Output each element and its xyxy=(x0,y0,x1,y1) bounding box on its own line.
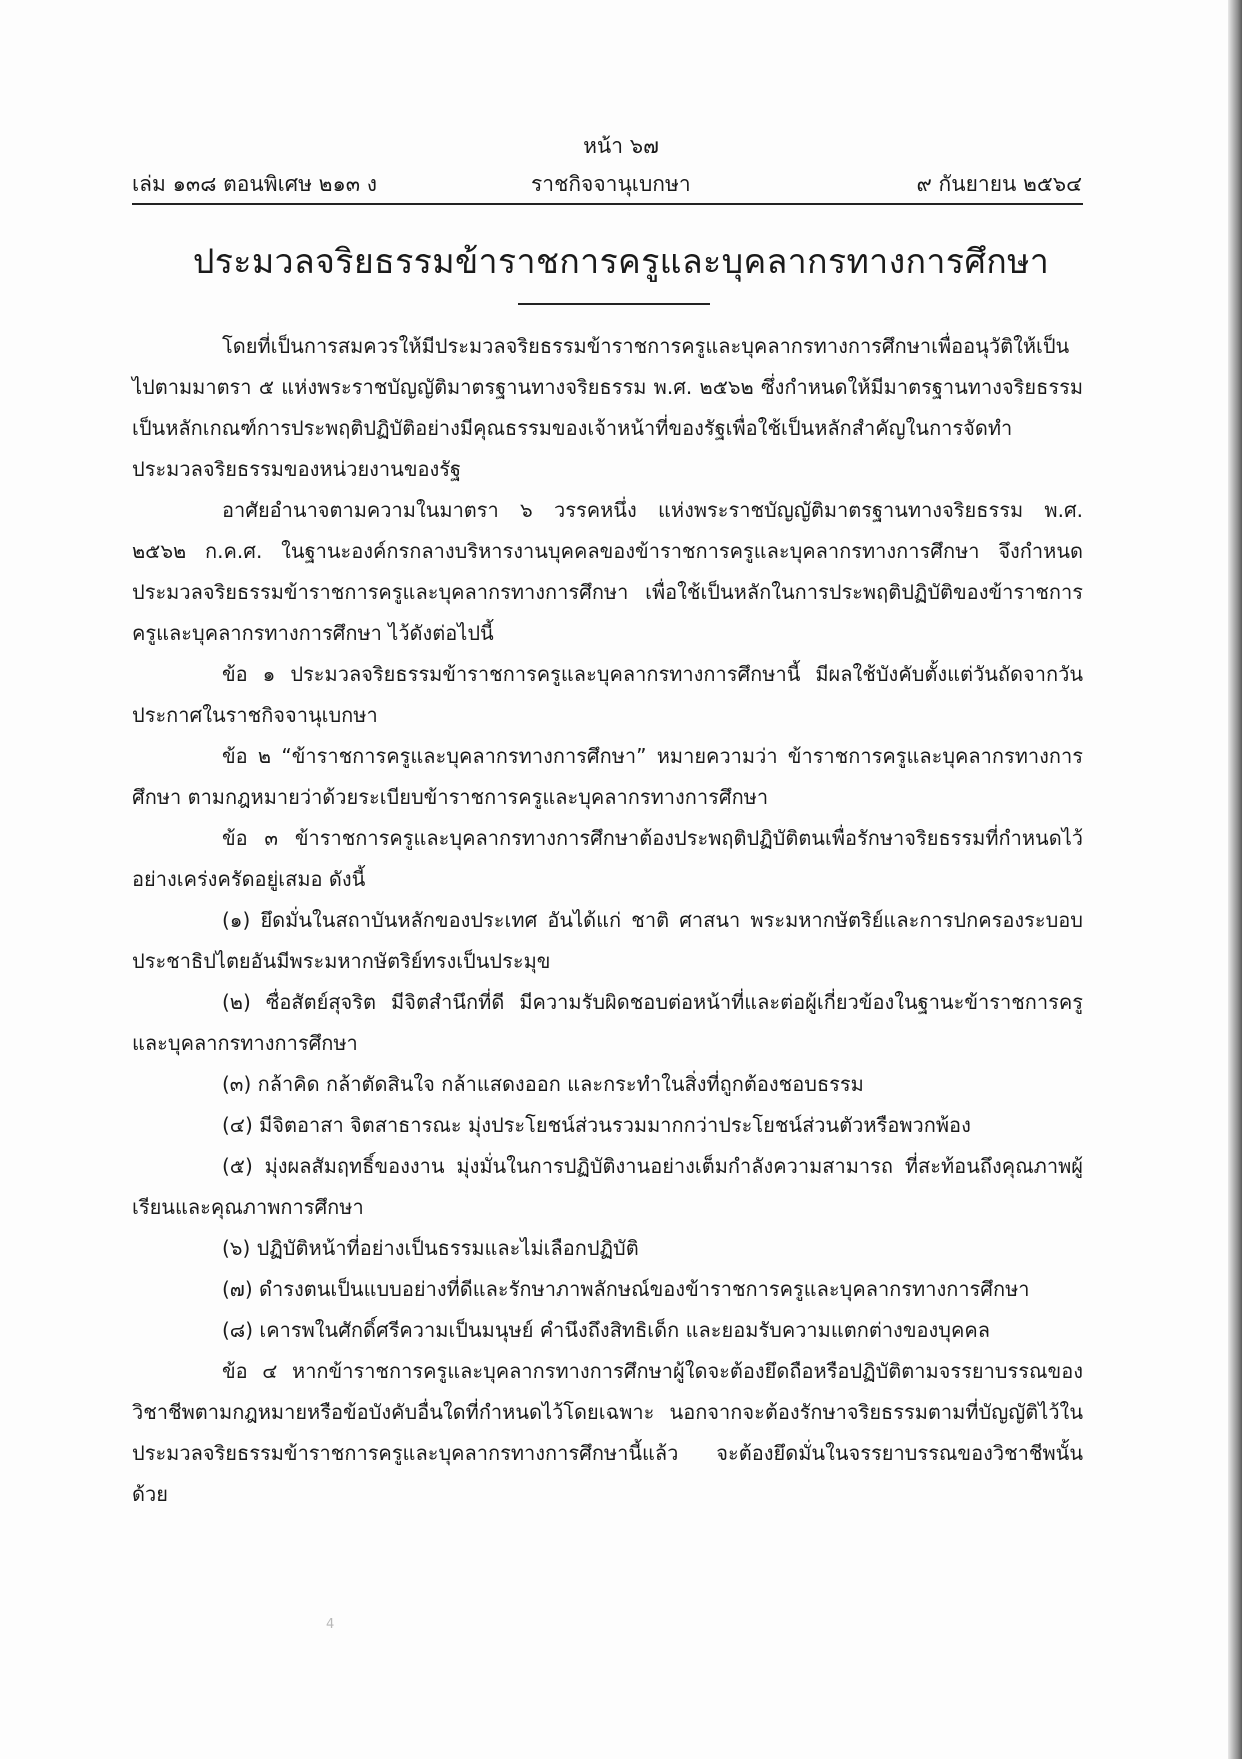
clause-3-item-5: (๕) มุ่งผลสัมฤทธิ์ของงาน มุ่งมั่นในการปฏิบัติงานอย่างเต็มกำลังความสามารถ ที่สะท้อนถึงคุณภาพผู้เรียนและคุณภาพการศึกษา xyxy=(132,1154,1083,1219)
page-number: หน้า ๖๗ xyxy=(583,134,659,158)
title-underline xyxy=(518,303,710,305)
clause-1: ข้อ ๑ ประมวลจริยธรรมข้าราชการครูและบุคลากรทางการศึกษานี้ มีผลใช้บังคับตั้งแต่วันถัดจากวันประกาศในราชกิจจานุเบกษา xyxy=(132,662,1083,727)
clause-3-item-2: (๒) ซื่อสัตย์สุจริต มีจิตสำนึกที่ดี มีความรับผิดชอบต่อหน้าที่และต่อผู้เกี่ยวข้องในฐานะข้าราชการครูและบุคลากรทางการศึกษา xyxy=(132,990,1083,1055)
clause-4: ข้อ ๔ หากข้าราชการครูและบุคลากรทางการศึกษาผู้ใดจะต้องยึดถือหรือปฏิบัติตามจรรยาบรรณของวิชาชีพตามกฎหมายหรือข้อบังคับอื่นใดที่กำหนดไว้โดยเฉพาะ นอกจากจะต้องรักษาจริยธรรมตามที่บัญญัติไว้ในประมวลจริยธรรมข้าราชการครูและบุคลากรทางการศึกษานี้แล้ว จะต้องยึดมั่นในจรรยาบรรณของวิชาชีพนั้นด้วย xyxy=(132,1359,1083,1506)
volume-issue: เล่ม ๑๓๘ ตอนพิเศษ ๒๑๓ ง xyxy=(132,172,378,196)
clause-3-item-3: (๓) กล้าคิด กล้าตัดสินใจ กล้าแสดงออก และกระทำในสิ่งที่ถูกต้องชอบธรรม xyxy=(222,1072,864,1096)
document-title: ประมวลจริยธรรมข้าราชการครูและบุคลากรทางการศึกษา xyxy=(192,242,1050,282)
clause-3-item-1: (๑) ยึดมั่นในสถาบันหลักของประเทศ อันได้แก่ ชาติ ศาสนา พระมหากษัตริย์และการปกครองระบอบประชาธิปไตยอันมีพระมหากษัตริย์ทรงเป็นประมุข xyxy=(132,908,1083,973)
clause-3: ข้อ ๓ ข้าราชการครูและบุคลากรทางการศึกษาต้องประพฤติปฏิบัติตนเพื่อรักษาจริยธรรมที่กำหนดไว้อย่างเคร่งครัดอยู่เสมอ ดังนี้ xyxy=(132,826,1083,891)
gazette-name: ราชกิจจานุเบกษา xyxy=(531,172,691,196)
document-body xyxy=(132,326,1083,1515)
clause-3-item-7: (๗) ดำรงตนเป็นแบบอย่างที่ดีและรักษาภาพลักษณ์ของข้าราชการครูและบุคลากรทางการศึกษา xyxy=(222,1277,1030,1301)
preamble-paragraph: โดยที่เป็นการสมควรให้มีประมวลจริยธรรมข้าราชการครูและบุคลากรทางการศึกษาเพื่ออนุวัติให้เป็นไปตามมาตรา ๕ แห่งพระราชบัญญัติมาตรฐานทางจริยธรรม พ.ศ. ๒๕๖๒ ซึ่งกำหนดให้มีมาตรฐานทางจริยธรรมเป็นหลักเกณฑ์การประพฤติปฏิบัติอย่างมีคุณธรรมของเจ้าหน้าที่ของรัฐเพื่อใช้เป็นหลักสำคัญในการจัดทำประมวลจริยธรรมของหน่วยงานของรัฐ xyxy=(132,334,1083,481)
faint-pencil-mark: 4 xyxy=(326,1617,335,1632)
scan-edge-shadow xyxy=(1228,0,1242,1759)
clause-3-item-6: (๖) ปฏิบัติหน้าที่อย่างเป็นธรรมและไม่เลือกปฏิบัติ xyxy=(222,1236,639,1260)
header-divider xyxy=(132,203,1083,205)
clause-2: ข้อ ๒ “ข้าราชการครูและบุคลากรทางการศึกษา” หมายความว่า ข้าราชการครูและบุคลากรทางการศึกษา ตามกฎหมายว่าด้วยระเบียบข้าราชการครูและบุคลากรทางการศึกษา xyxy=(132,744,1083,809)
clause-3-item-4: (๔) มีจิตอาสา จิตสาธารณะ มุ่งประโยชน์ส่วนรวมมากกว่าประโยชน์ส่วนตัวหรือพวกพ้อง xyxy=(222,1113,971,1137)
clause-3-item-8: (๘) เคารพในศักดิ์ศรีความเป็นมนุษย์ คำนึงถึงสิทธิเด็ก และยอมรับความแตกต่างของบุคคล xyxy=(222,1318,990,1342)
publication-date: ๙ กันยายน ๒๕๖๔ xyxy=(916,172,1082,196)
authority-paragraph: อาศัยอำนาจตามความในมาตรา ๖ วรรคหนึ่ง แห่งพระราชบัญญัติมาตรฐานทางจริยธรรม พ.ศ. ๒๕๖๒ ก.ค.ศ. ในฐานะองค์กรกลางบริหารงานบุคคลของข้าราชการครูและบุคลากรทางการศึกษา จึงกำหนดประมวลจริยธรรมข้าราชการครูและบุคลากรทางการศึกษา เพื่อใช้เป็นหลักในการประพฤติปฏิบัติของข้าราชการครูและบุคลากรทางการศึกษา ไว้ดังต่อไปนี้ xyxy=(132,498,1083,645)
